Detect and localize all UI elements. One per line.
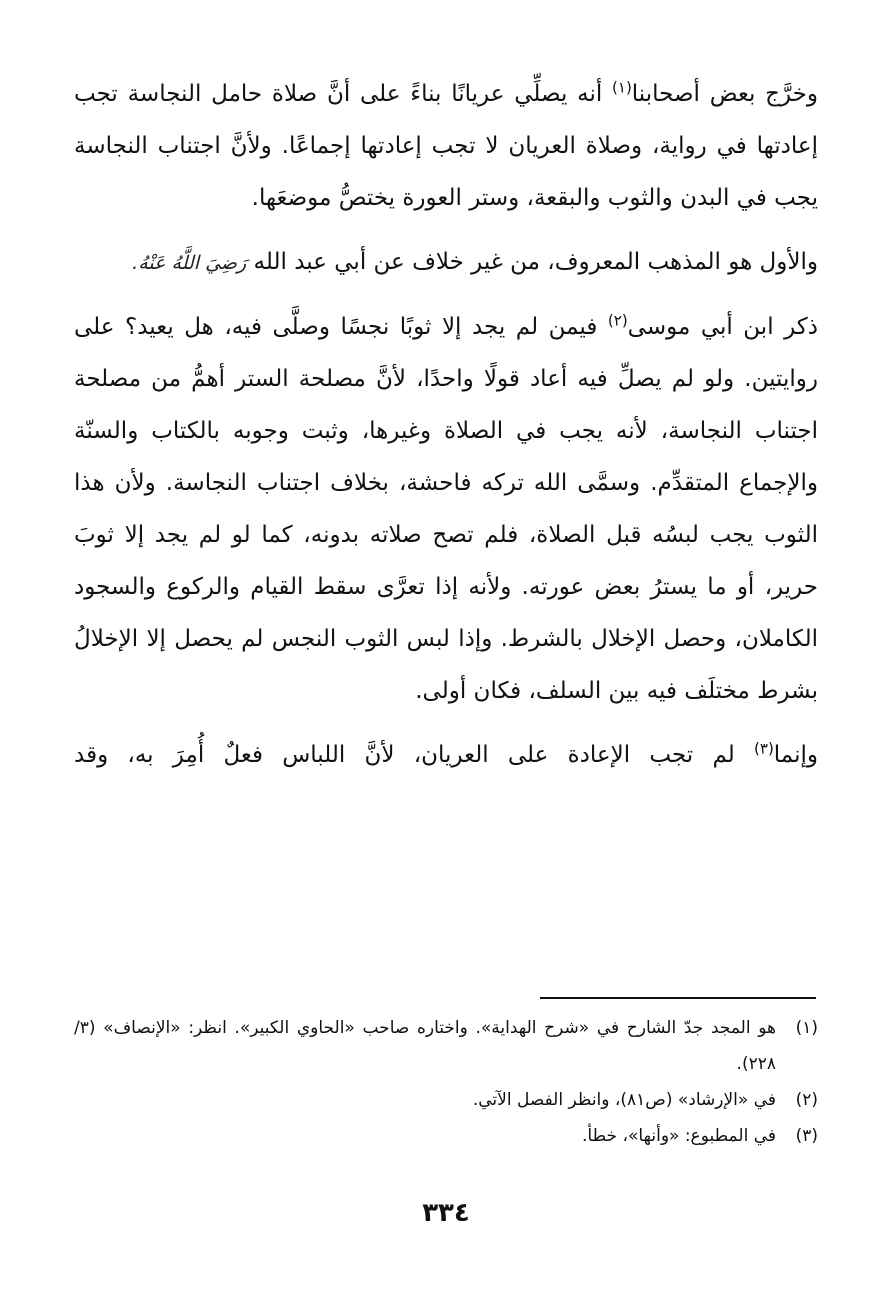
footnote-reference-3[interactable]: (٣) (754, 739, 774, 758)
footnote-reference-1[interactable]: (١) (612, 78, 632, 97)
main-text-block (74, 68, 818, 781)
paragraph-4 (74, 729, 818, 781)
paragraph-1-start: وخرَّج بعض أصحابنا (631, 81, 818, 107)
paragraph-1-rest: أنه يصلِّي عريانًا بناءً على أنَّ صلاة حامل النجاسة تجب إعادتها في رواية، وصلاة العريان لا تجب إعادتها إجماعًا. ولأنَّ اجتناب النجاسة يجب في البدن والثوب والبقعة، وستر العورة يختصُّ موضعَها. (74, 81, 818, 211)
footnote-text: هو المجد جدّ الشارح في «شرح الهداية». واختاره صاحب «الحاوي الكبير». انظر: «الإنصاف» (٣/ ٢٢٨). (74, 1018, 776, 1074)
footnote-reference-2[interactable]: (٢) (607, 311, 628, 330)
footnote-number: (٣) (795, 1126, 818, 1146)
footnote-text: في المطبوع: «وأنها»، خطأ. (582, 1126, 776, 1146)
paragraph-2-text: والأول هو المذهب المعروف، من غير خلاف عن أبي عبد الله (246, 249, 818, 275)
paragraph-4-start: وإنما (773, 742, 818, 768)
paragraph-2 (74, 236, 818, 289)
footnote-3 (74, 1118, 818, 1154)
page-number: ٣٣٤ (422, 1198, 470, 1228)
paragraph-4-rest: لم تجب الإعادة على العريان، لأنَّ اللباس فعلٌ أُمِرَ به، وقد (74, 742, 755, 768)
footnote-text: في «الإرشاد» (ص٨١)، وانظر الفصل الآتي. (472, 1090, 776, 1110)
footnote-1 (74, 1010, 818, 1082)
footnotes-section (74, 1010, 818, 1154)
paragraph-3-rest: فيمن لم يجد إلا ثوبًا نجسًا وصلَّى فيه، هل يعيد؟ على روايتين. ولو لم يصلِّ فيه أعاد قولًا واحدًا، لأنَّ مصلحة الستر أهمُّ من مصلحة اجتناب النجاسة، لأنه يجب في الصلاة وغيرها، وثبت وجوبه بالكتاب والسنّة والإجماع المتقدِّم. وسمَّى الله تركه فاحشة، بخلاف اجتناب النجاسة. ولأن هذا الثوب يجب لبسُه قبل الصلاة، فلم تصح صلاته بدونه، كما لو لم يجد إلا ثوبَ حرير، أو ما يسترُ بعض عورته. ولأنه إذا تعرَّى سقط القيام والركوع والسجود الكاملان، وحصل الإخلال بالشرط. وإذا لبس الثوب النجس لم يحصل إلا الإخلالُ بشرط مختلَف فيه بين السلف، فكان أولى. (74, 314, 818, 704)
honorific-phrase: رَضِيَ اللَّهُ عَنْهُ. (132, 252, 247, 274)
footnote-number: (١) (795, 1018, 818, 1038)
paragraph-3 (74, 301, 818, 717)
paragraph-3-start: ذكر ابن أبي موسى (627, 314, 818, 340)
footnote-2 (74, 1082, 818, 1118)
paragraph-1 (74, 68, 818, 224)
footnote-number: (٢) (795, 1090, 818, 1110)
footnote-separator (540, 997, 816, 999)
